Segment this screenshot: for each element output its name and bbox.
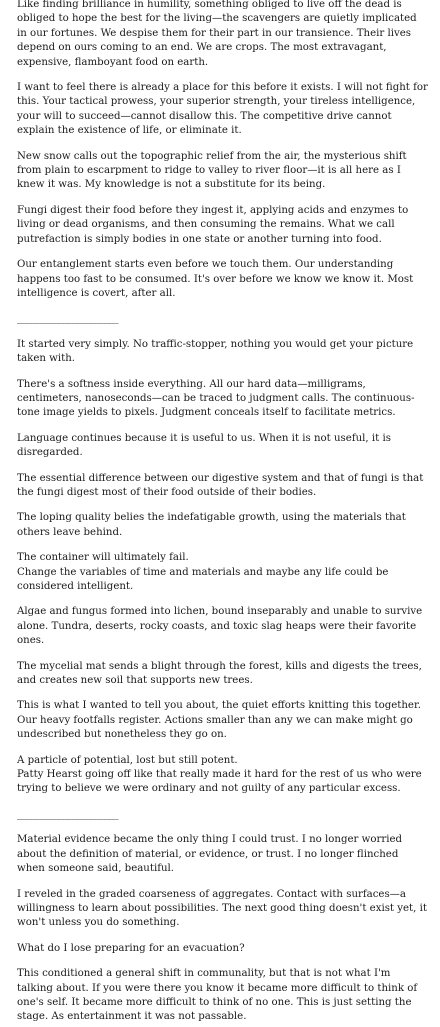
section-divider: ______________________ — [17, 808, 119, 820]
paragraph-change-variables: Change the variables of time and materials and maybe any life could be considered intelligent. — [17, 566, 389, 592]
paragraph-aggregates: I reveled in the graded coarseness of aggregates. Contact with surfaces—a willingness to learn about possibilities. The next good thing doesn't exist yet, it won't unless you do something. — [17, 888, 427, 929]
paragraph-scavengers: Like finding brilliance in humility, something obliged to live off the dead is obliged to hope the best for the living—the scavengers are quietly implicated in our fortunes. We despise them for their part in our transience. Their lives depend on ours coming to an end. We are crops. The most extravagant, expensive, flamboyant food on earth. — [17, 0, 417, 68]
paragraph-language: Language continues because it is useful to us. When it is not useful, it is disregarded. — [17, 432, 391, 459]
paragraph-loping-quality: The loping quality belies the indefatigable growth, using the materials that others leave behind. — [17, 512, 406, 538]
paragraph-material-evidence: Material evidence became the only thing I could trust. I no longer worried about the definition of material, or evidence, or trust. I no longer flinched when someone said, beautiful. — [17, 834, 403, 875]
paragraph-new-snow: New snow calls out the topographic relief from the air, the mysterious shift from plain to escarpment to ridge to valley to river floor—it is all here as I knew it was. My knowledge is not a substitute for its being. — [17, 150, 407, 191]
paragraph-lichen: Algae and fungus formed into lichen, bound inseparably and unable to survive alone. Tundra, deserts, rocky coasts, and toxic slag heaps were their favorite ones. — [17, 606, 423, 647]
paragraph-digestive-difference: The essential difference between our digestive system and that of fungi is that the fungi digest most of their food outside of their bodies. — [17, 472, 424, 498]
paragraph-softness: There's a softness inside everything. All our hard data—milligrams, centimeters, nanoseconds—can be traced to judgment calls. The continuous-tone image yields to pixels. Judgment conceals itself to facilitate metrics. — [17, 378, 415, 419]
paragraph-mycelial-mat: The mycelial mat sends a blight through the forest, kills and digests the trees, and creates new soil that supports new trees. — [17, 660, 422, 687]
paragraph-started-simply: It started very simply. No traffic-stopper, nothing you would get your picture taken with. — [17, 338, 414, 365]
paragraph-place-before-it-exists: I want to feel there is already a place for this before it exists. I will not fight for this. Your tactical prowess, your superior strength, your tireless intelligence, your will to succeed—cannot disallow this. The competitive drive cannot explain the existence of life, or eliminate it. — [17, 82, 428, 137]
paragraph-quiet-efforts: This is what I wanted to tell you about, the quiet efforts knitting this together. Our heavy footfalls register. Actions smaller than any we can make might go undescribed but nonetheless they go on. — [17, 700, 421, 741]
paragraph-container-fail: The container will ultimately fail. — [17, 552, 189, 564]
paragraph-evacuation: What do I lose preparing for an evacuation? — [17, 942, 245, 954]
paragraph-fungi-digest: Fungi digest their food before they ingest it, applying acids and enzymes to living or dead organisms, and then consuming the remains. What we call putrefaction is simply bodies in one state or another turning into food. — [17, 204, 409, 245]
section-divider: ______________________ — [17, 313, 119, 325]
paragraph-communality: This conditioned a general shift in communality, but that is not what I'm talking about. If you were there you know it became more difficult to think of one's self. It became more difficult to think of no one. This is just setting the stage. As entertainment it was not passable. — [17, 968, 418, 1023]
paragraph-patty-hearst: Patty Hearst going off like that really made it hard for the rest of us who were trying to believe we were ordinary and not guilty of any particular excess. — [17, 769, 422, 795]
paragraph-particle: A particle of potential, lost but still potent. — [17, 754, 238, 766]
paragraph-entanglement: Our entanglement starts even before we touch them. Our understanding happens too fast to be consumed. It's over before we know we know it. Most intelligence is covert, after all. — [17, 259, 414, 299]
